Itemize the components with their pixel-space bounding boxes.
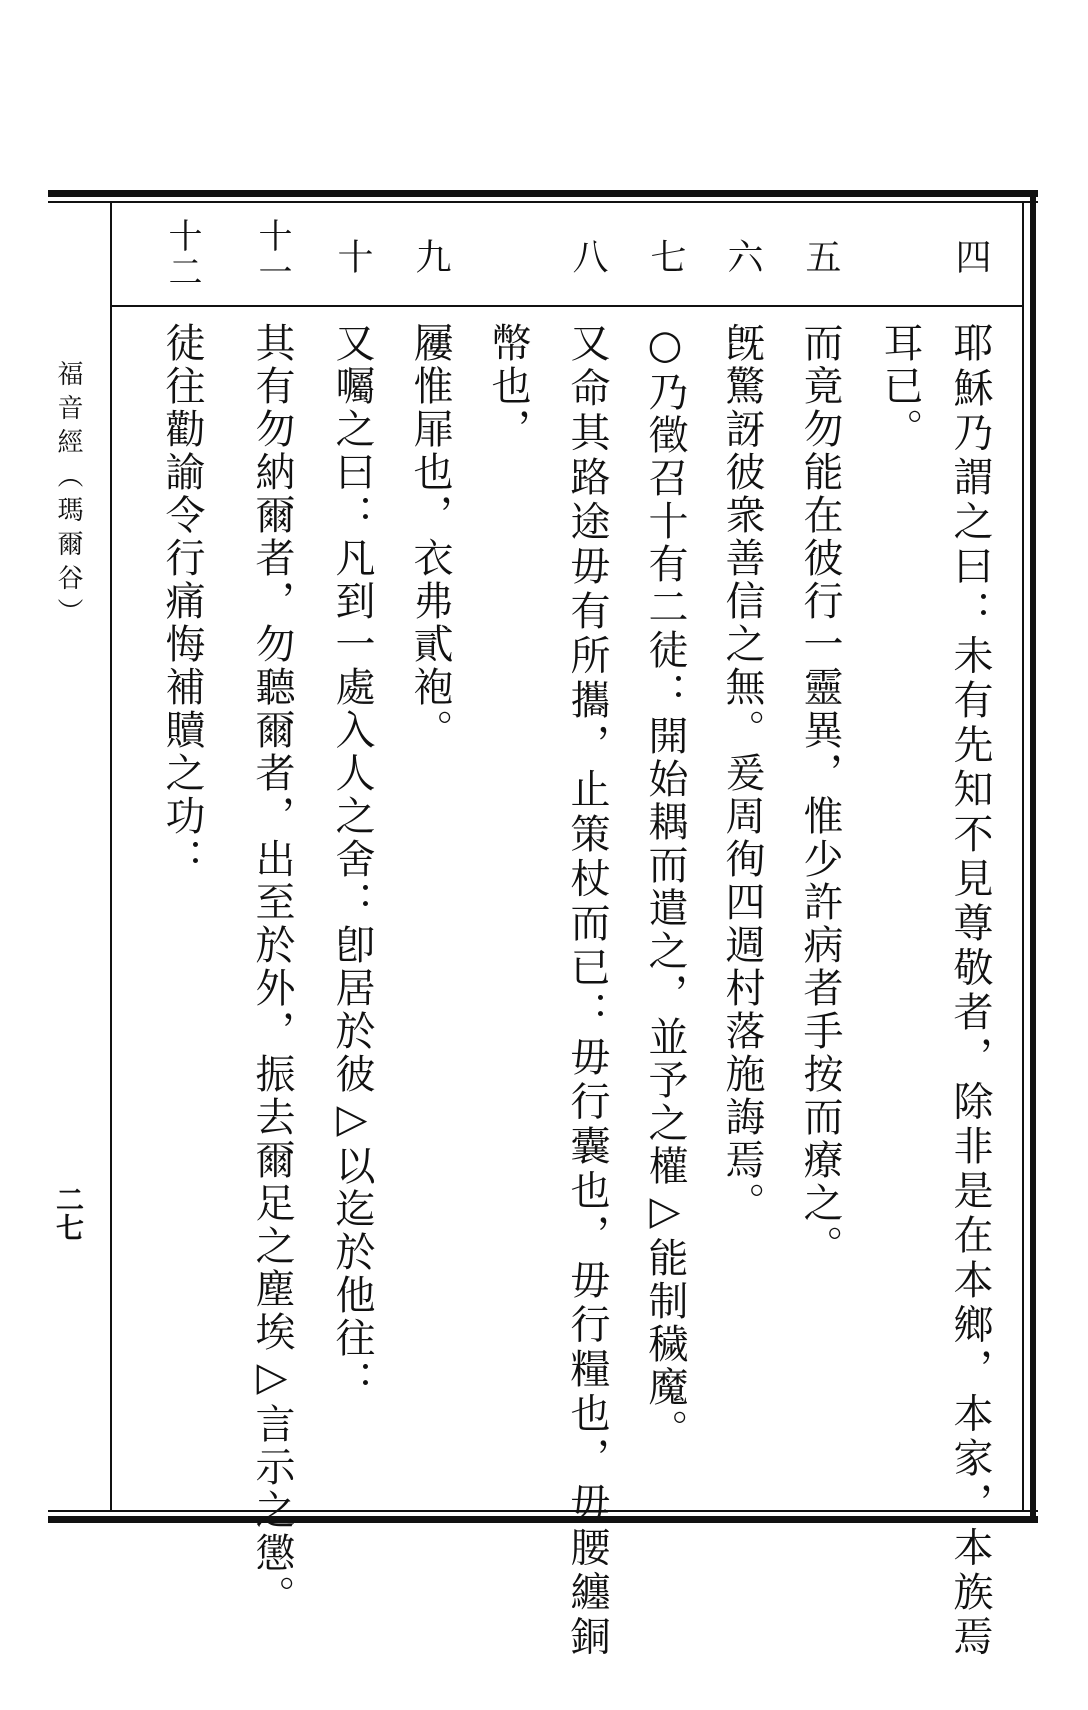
verse-number-8: 八 xyxy=(567,238,608,276)
verse-6-text: 旣驚訝彼衆善信之無。爰周徇四週村落施誨焉。 xyxy=(719,322,765,1225)
frame-top-rule xyxy=(48,190,1038,197)
verse-number-10: 十 xyxy=(332,238,373,276)
verse-number-7: 七 xyxy=(645,238,686,276)
verse-number-divider xyxy=(112,305,1022,307)
frame-bottom-rule xyxy=(48,1516,1038,1523)
verse-4-line-1: 耶穌乃謂之曰：未有先知不見尊敬者，除非是在本鄉，本家，本族焉 xyxy=(947,322,993,1660)
frame-top-inner-rule xyxy=(48,201,1038,203)
verse-11-text: 其有勿納爾者，勿聽爾者，出至於外，振去爾足之塵埃▷言示之懲。 xyxy=(249,322,295,1618)
frame-left-rule xyxy=(110,201,112,1512)
verse-number-5: 五 xyxy=(800,238,841,276)
verse-10-text: 又囑之曰：凡到一處入人之舍：卽居於彼▷以迄於他往： xyxy=(329,322,375,1403)
verse-7-text: ○乃徵召十有二徒：開始耦而遣之，並予之權▷能制穢魔。 xyxy=(642,322,688,1452)
verse-number-6: 六 xyxy=(722,238,763,276)
verse-9-text: 屨惟屝也，衣弗貳袍。 xyxy=(407,322,453,752)
frame-right-inner-rule xyxy=(1022,201,1024,1512)
verse-8-line-1: 又命其路途毋有所攜，止策杖而已：毋行囊也，毋行糧也，毋腰纏銅 xyxy=(564,322,610,1660)
verse-12-text: 徒往勸諭令行痛悔補贖之功： xyxy=(159,322,205,881)
verse-number-9: 九 xyxy=(410,238,451,276)
frame-right-rule xyxy=(1030,190,1036,1523)
running-title: 福音經（瑪爾谷） xyxy=(53,360,83,632)
verse-number-12: 十二 xyxy=(162,218,202,290)
verse-5-text: 而竟勿能在彼行一靈異，惟少許病者手按而療之。 xyxy=(797,322,843,1268)
verse-number-11: 十一 xyxy=(252,218,292,290)
verse-4-line-2: 耳已。 xyxy=(877,322,923,451)
frame-bottom-inner-rule xyxy=(48,1510,1038,1512)
page-number: 二七 xyxy=(52,1185,85,1241)
verse-8-line-2: 幣也， xyxy=(485,322,531,451)
verse-number-4: 四 xyxy=(950,238,991,276)
